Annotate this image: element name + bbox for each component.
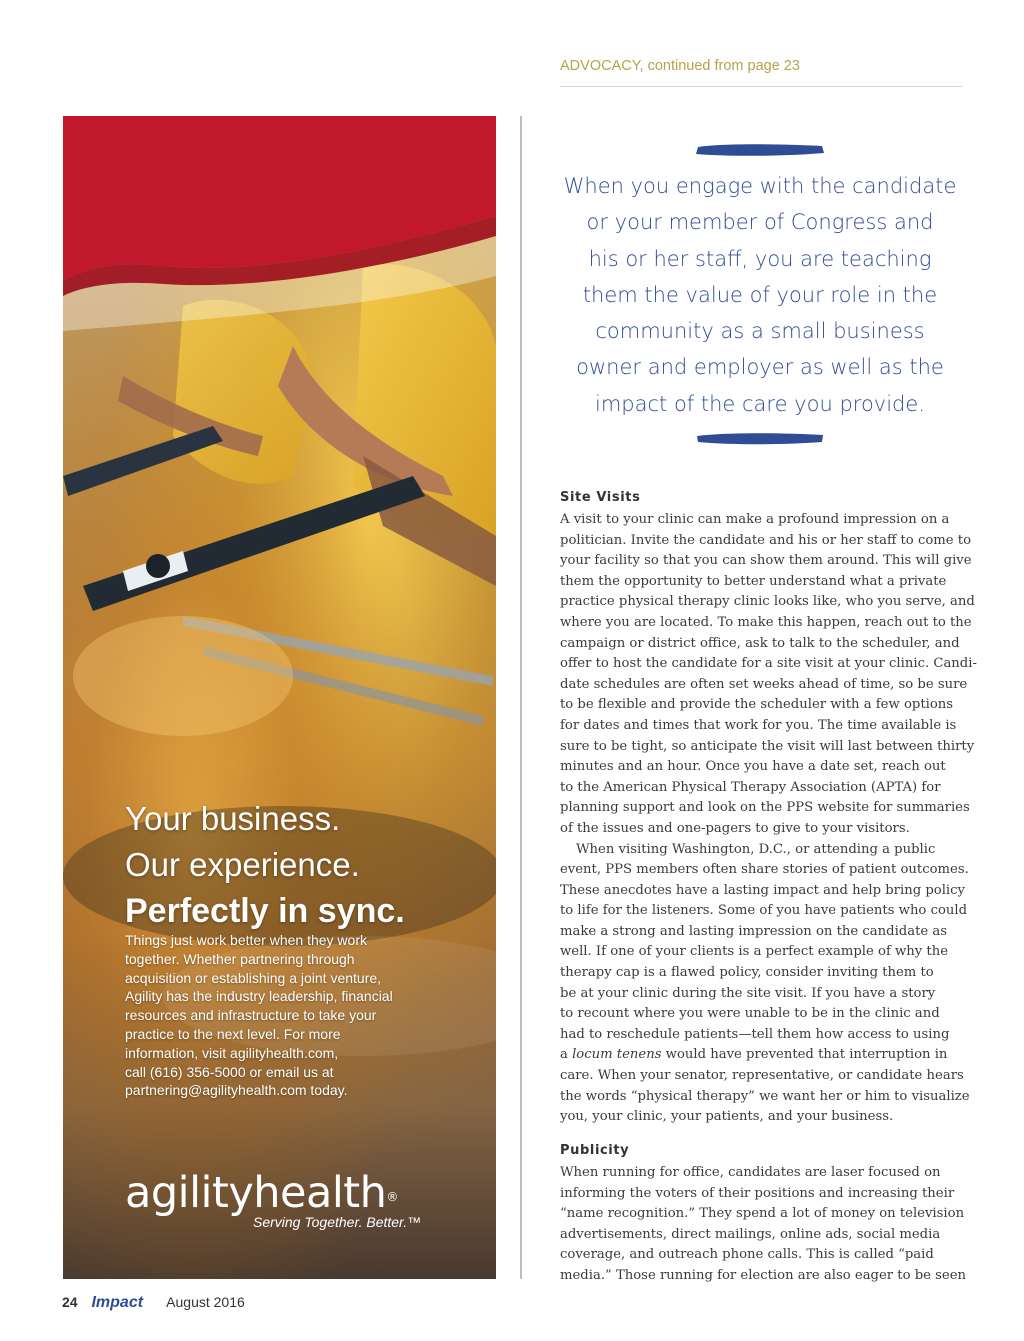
pull-quote-line: his or her staff, you are teaching — [588, 246, 932, 271]
text-line: the words “physical therapy” we want her or him to visualize — [560, 1088, 970, 1104]
text-line: date schedules are often set weeks ahead of time, so be sure — [560, 676, 968, 692]
text-line: care. When your senator, representative, or candidate hears — [560, 1068, 964, 1084]
ad-body-line: practice to the next level. For more — [125, 1025, 341, 1042]
text-line: be at your clinic during the site visit. If you have a story — [560, 985, 936, 1001]
logo-name: agilityhealth — [125, 1168, 387, 1218]
brush-stroke-bottom — [694, 429, 826, 447]
magazine-name: Impact — [91, 1294, 144, 1311]
text-fragment: a — [560, 1047, 573, 1063]
pull-quote-line: community as a small business — [595, 319, 925, 344]
ad-headline-line3: Perfectly in sync. — [125, 892, 405, 930]
text-line: your facility so that you can show them around. This will give — [560, 553, 972, 569]
text-line: offer to host the candidate for a site visit at your clinic. Candi- — [560, 656, 977, 672]
ad-headline — [125, 796, 495, 934]
text-line: where you are located. To make this happen, reach out to the — [560, 614, 972, 630]
text-line: advertisements, direct mailings, online ads, social media — [560, 1226, 941, 1242]
text-line: When running for office, candidates are laser focused on — [560, 1165, 941, 1180]
brush-stroke-top — [694, 141, 826, 159]
page-footer — [62, 1294, 245, 1312]
page-number: 24 — [62, 1294, 78, 1310]
text-line: to be flexible and provide the scheduler with a few options — [560, 697, 954, 713]
text-line: coverage, and outreach phone calls. This is called “paid — [560, 1247, 934, 1263]
site-visits-heading: Site Visits — [560, 490, 641, 505]
ad-headline-line1: Your business. — [125, 800, 341, 837]
pull-quote-line: them the value of your role in the — [582, 282, 938, 307]
continued-from-label: ADVOCACY, continued from page 23 — [560, 58, 962, 87]
text-line: to life for the listeners. Some of you have patients who could — [560, 903, 968, 919]
text-line: well. If one of your clients is a perfect example of why the — [560, 944, 949, 960]
text-line: them the opportunity to better understand what a private — [560, 573, 947, 589]
logo-tagline: Serving Together. Better.™ — [253, 1214, 422, 1230]
publicity-body — [560, 1163, 967, 1287]
ad-body-line: together. Whether partnering through — [125, 950, 355, 967]
text-line: media.” Those running for election are also eager to be seen — [560, 1267, 967, 1283]
text-line: practice physical therapy clinic looks like, who you serve, and — [560, 594, 975, 610]
ad-body-line: acquisition or establishing a joint venture, — [125, 969, 382, 986]
text-line: minutes and an hour. Once you have a date set, reach out — [560, 759, 946, 775]
ad-body-line: information, visit agilityhealth.com, — [125, 1044, 339, 1061]
text-line: A visit to your clinic can make a profound impression on a — [560, 512, 950, 527]
italic-term: locum tenens — [572, 1047, 662, 1063]
text-line — [560, 1045, 964, 1066]
text-line: of the issues and one-pagers to give to your visitors. — [560, 820, 910, 836]
ad-body-line: partnering@agilityhealth.com today. — [125, 1082, 348, 1099]
pull-quote-line: or your member of Congress and — [586, 210, 934, 235]
column-divider — [520, 116, 522, 1279]
site-visits-body — [560, 510, 977, 1128]
text-line: you, your clinic, your patients, and your business. — [560, 1109, 894, 1125]
registered-mark: ® — [386, 1190, 398, 1204]
text-line: therapy cap is a flawed policy, consider inviting them to — [560, 965, 934, 981]
text-line: informing the voters of their positions and increasing their — [560, 1185, 955, 1201]
pull-quote — [555, 168, 965, 422]
pull-quote-line: impact of the care you provide. — [595, 391, 925, 416]
ad-body-line: call (616) 356-5000 or email us at — [125, 1063, 334, 1080]
text-fragment: would have prevented that interruption in — [661, 1047, 948, 1063]
text-line: “name recognition.” They spend a lot of money on television — [560, 1206, 965, 1222]
text-line: When visiting Washington, D.C., or attending a public — [576, 841, 936, 857]
text-line: make a strong and lasting impression on the candidate as — [560, 923, 948, 939]
pull-quote-line: When you engage with the candidate — [563, 174, 957, 198]
ad-body-line: resources and infrastructure to take your — [125, 1007, 377, 1024]
text-line: sure to be tight, so anticipate the visit will last between thirty — [560, 738, 975, 754]
pull-quote-line: owner and employer as well as the — [576, 355, 944, 380]
text-line: campaign or district office, ask to talk to the scheduler, and — [560, 635, 960, 651]
text-line: politician. Invite the candidate and his or her staff to come to — [560, 532, 972, 548]
site-visits-para1 — [560, 510, 977, 840]
text-line: for dates and times that work for you. The time available is — [560, 717, 957, 733]
text-line: to recount where you were unable to be in the clinic and — [560, 1006, 940, 1022]
text-line: to the American Physical Therapy Association (APTA) for — [560, 779, 941, 795]
ad-headline-line2: Our experience. — [125, 846, 360, 883]
agility-health-logo — [125, 1168, 421, 1230]
text-line: These anecdotes have a lasting impact and help bring policy — [560, 882, 965, 898]
issue-date: August 2016 — [166, 1294, 245, 1310]
agility-health-ad — [63, 116, 496, 1279]
ad-body-text — [125, 931, 425, 1100]
text-line: planning support and look on the PPS website for summaries — [560, 800, 970, 816]
site-visits-para2 — [560, 840, 970, 1128]
publicity-heading: Publicity — [560, 1143, 630, 1158]
ad-body-line: Agility has the industry leadership, financial — [125, 988, 393, 1005]
rowing-photo — [63, 116, 496, 1279]
ad-body-line: Things just work better when they work — [125, 932, 367, 948]
text-line: event, PPS members often share stories of patient outcomes. — [560, 862, 969, 878]
text-line: had to reschedule patients—tell them how access to using — [560, 1026, 950, 1042]
